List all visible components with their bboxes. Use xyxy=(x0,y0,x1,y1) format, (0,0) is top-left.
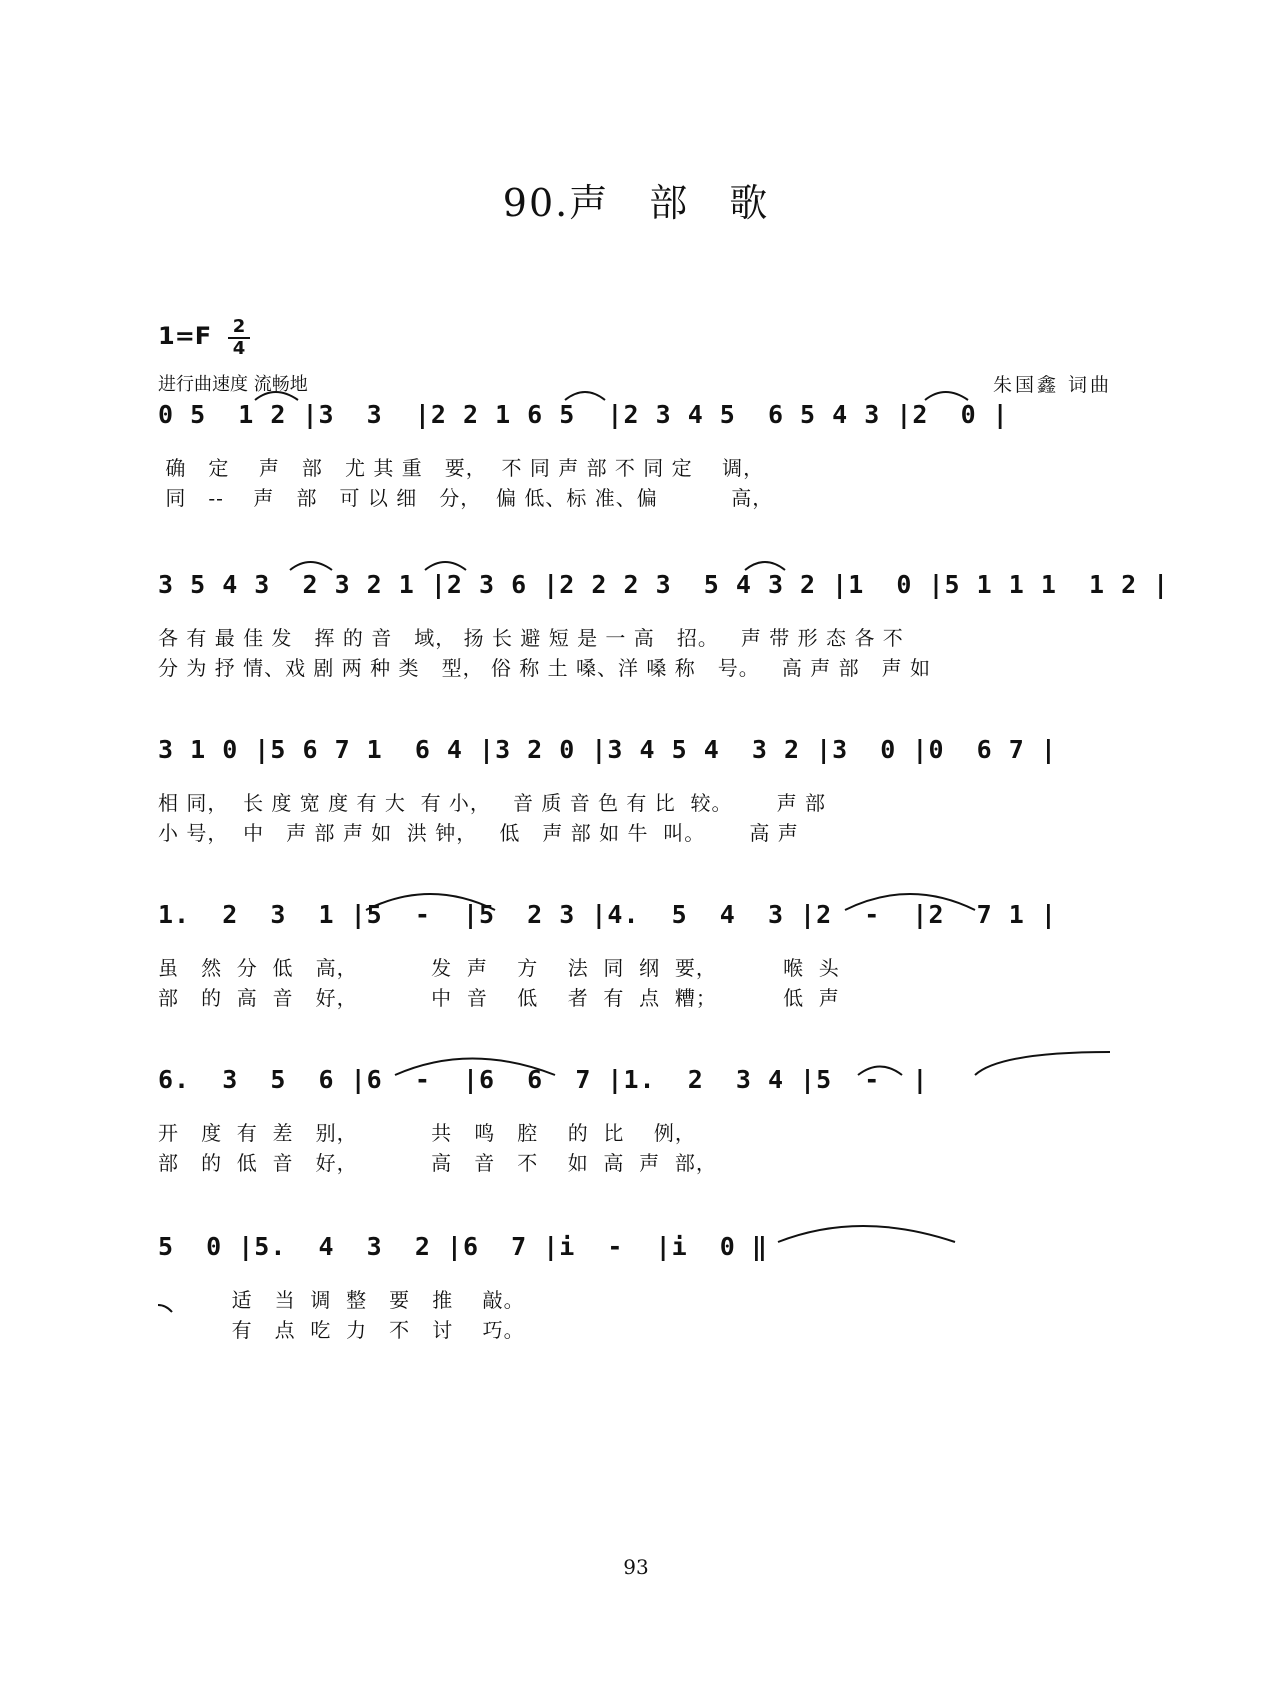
slur-arc xyxy=(158,1305,172,1312)
slur-arc xyxy=(395,1059,555,1076)
author-credit: 朱国鑫 词曲 xyxy=(992,374,1112,396)
lyric-verse-2: 有 点 吃 力 不 讨 巧。 xyxy=(158,1318,525,1342)
meter-top: 2 xyxy=(232,316,246,337)
slur-arc xyxy=(425,562,466,570)
slur-arc xyxy=(925,392,968,400)
lyric-verse-1: 适 当 调 整 要 推 敲。 xyxy=(158,1288,525,1312)
page-number: 93 xyxy=(623,1555,649,1579)
lyric-verse-2: 部 的 低 音 好， 高 音 不 如 高 声 部， xyxy=(158,1151,717,1175)
lyric-verse-1: 各 有 最 佳 发 挥 的 音 域， 扬 长 避 短 是 一 高 招。 声 带 形 态 各 不 xyxy=(158,626,904,650)
notation-line: 3 1 0 |5 6 7 1 6 4 |3 2 0 |3 4 5 4 3 2 |3 0 |0 6 7 | xyxy=(158,735,1057,764)
lyric-verse-2: 分 为 抒 情、戏 剧 两 种 类 型， 俗 称 土 嗓、洋 嗓 称 号。 高 声 部 声 如 xyxy=(158,656,932,680)
tempo-marking: 进行曲速度 流畅地 xyxy=(158,374,308,395)
notation-line: 5 0 |5. 4 3 2 |6 7 |i - |i 0 ‖ xyxy=(158,1232,768,1261)
key-signature: 1=F xyxy=(158,322,212,350)
slur-arc xyxy=(778,1226,955,1242)
lyric-verse-1: 开 度 有 差 别， 共 鸣 腔 的 比 例， xyxy=(158,1121,696,1145)
lyric-verse-2: 小 号， 中 声 部 声 如 洪 钟， 低 声 部 如 牛 叫。 高 声 xyxy=(158,821,799,845)
lyric-verse-1: 相 同， 长 度 宽 度 有 大 有 小， 音 质 音 色 有 比 较。 声 部 xyxy=(158,791,827,815)
lyric-verse-1: 虽 然 分 低 高， 发 声 方 法 同 纲 要， 喉 头 xyxy=(158,956,840,980)
notation-line: 3 5 4 3 2 3 2 1 |2 3 6 |2 2 2 3 5 4 3 2 |1 0 |5 1 1 1 1 2 | xyxy=(158,570,1170,599)
slur-arc xyxy=(565,392,605,400)
slur-arc xyxy=(290,562,332,570)
song-title: 90.声 部 歌 xyxy=(502,181,770,225)
slur-arc xyxy=(845,894,975,910)
slur-arc xyxy=(745,562,785,570)
lyric-verse-2: 部 的 高 音 好， 中 音 低 者 有 点 糟； 低 声 xyxy=(158,986,840,1010)
slur-arc xyxy=(975,1052,1110,1075)
lyric-verse-1: 确 定 声 部 尤 其 重 要， 不 同 声 部 不 同 定 调， xyxy=(158,456,765,480)
slur-arc xyxy=(858,1067,902,1076)
lyric-verse-2: 同 -- 声 部 可 以 细 分， 偏 低、标 准、偏 高， xyxy=(158,486,774,510)
meter-bottom: 4 xyxy=(232,338,246,359)
notation-line: 1. 2 3 1 |5 - |5 2 3 |4. 5 4 3 |2 - |2 7 1 | xyxy=(158,900,1057,929)
notation-line: 0 5 1 2 |3 3 |2 2 1 6 5 |2 3 4 5 6 5 4 3 |2 0 | xyxy=(158,400,1009,429)
notation-line: 6. 3 5 6 |6 - |6 6 7 |1. 2 3 4 |5 - | xyxy=(158,1065,929,1094)
slur-arc xyxy=(255,392,298,400)
slur-arc xyxy=(366,894,495,910)
